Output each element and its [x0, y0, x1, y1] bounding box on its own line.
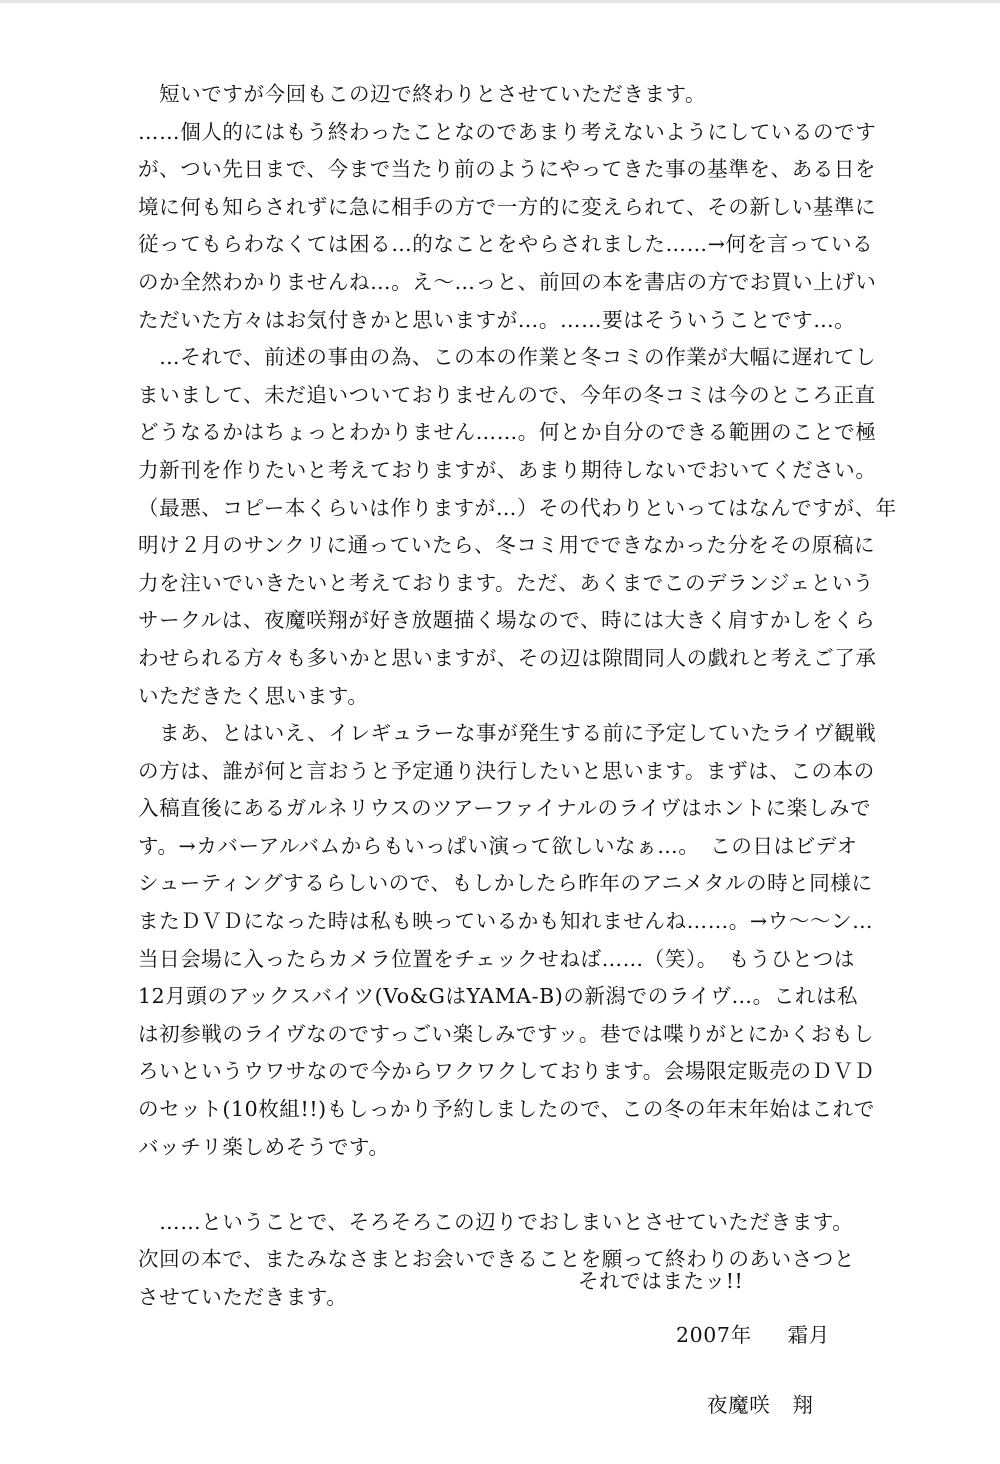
text-line: のか全然わかりませんね…。え～…っと、前回の本を書店の方でお買い上げい	[138, 269, 877, 294]
text-line: 力を注いでいきたいと考えております。ただ、あくまでこのデランジェという	[138, 570, 874, 595]
text-line: 短いですが今回もこの辺で終わりとさせていただきます。	[138, 82, 707, 106]
text-line: す。→カバーアルバムからもいっぱい演って欲しいなぁ…。 この日はビデオ	[138, 833, 858, 858]
date-month: 霜月	[787, 1323, 830, 1347]
text-line: サークルは、夜魔咲翔が好き放題描く場なので、時には大きく肩すかしをくら	[138, 608, 876, 633]
paragraph-gap	[138, 1166, 888, 1204]
text-line: 入稿直後にあるガルネリウスのツアーファイナルのライヴはホントに楽しみで	[138, 796, 872, 821]
text-line: いただきたく思います。	[138, 683, 369, 708]
author-signature	[707, 1390, 813, 1420]
text-line: の方は、誰が何と言おうと予定通り決行したいと思います。まずは、この本の	[138, 758, 875, 783]
author-family-name: 夜魔咲	[707, 1393, 771, 1417]
text-line: のセット(10枚組!!)もしっかり予約しましたので、この冬の年末年始はこれで	[138, 1097, 875, 1122]
page-top-edge	[0, 0, 1000, 3]
text-line: まいまして、未だ追いついておりませんので、今年の冬コミは今のところ正直	[138, 382, 876, 407]
text-line: ……個人的にはもう終わったことなのであまり考えないようにしているのです	[138, 119, 877, 144]
text-line: まあ、とはいえ、イレギュラーな事が発生する前に予定していたライヴ観戦	[138, 721, 877, 746]
text-line: は初参戦のライヴなのですっごい楽しみですッ。巷では喋りがとにかくおもし	[138, 1021, 875, 1046]
text-line: ただいた方々はお気付きかと思いますが…。……要はそういうことです…。	[138, 307, 856, 332]
date-line	[676, 1320, 830, 1350]
text-line: バッチリ楽しめそうです。	[138, 1134, 390, 1159]
text-line: ろいというウワサなので今からワクワクしております。会場限定販売のＤＶＤ	[138, 1059, 875, 1084]
text-line: シューティングするらしいので、もしかしたら昨年のアニメタルの時と同様に	[138, 871, 873, 896]
author-given-name: 翔	[792, 1393, 814, 1417]
text-line: が、つい先日まで、今まで当たり前のようにやってきた事の基準を、ある日を	[138, 157, 877, 182]
text-line: …それで、前述の事由の為、この本の作業と冬コミの作業が大幅に遅れてし	[138, 345, 877, 370]
text-line: またＤＶＤになった時は私も映っているかも知れませんね……。→ウ～～ン…	[138, 909, 874, 934]
signoff: それではまたッ!!	[578, 1269, 744, 1293]
text-line: 12月頭のアックスバイツ(Vo&GはYAMA-B)の新潟でのライヴ…。これは私	[138, 984, 859, 1009]
text-line: わせられる方々も多いかと思いますが、その辺は隙間同人の戯れと考えご了承	[138, 645, 877, 670]
text-line: ……ということで、そろそろこの辺りでおしまいとさせていただきます。	[138, 1209, 854, 1234]
text-line: （最悪、コピー本くらいは作りますが…）その代わりといってはなんですが、年	[138, 495, 897, 520]
text-line: 次回の本で、またみなさまとお会いできることを願って終わりのあいさつと	[138, 1247, 855, 1272]
text-line: 境に何も知らされずに急に相手の方で一方的に変えられて、その新しい基準に	[138, 194, 877, 219]
date-year: 2007年	[676, 1323, 752, 1347]
text-line: 当日会場に入ったらカメラ位置をチェックせねば……（笑）。 もうひとつは	[138, 946, 855, 971]
text-line: 従ってもらわなくては困る…的なことをやらされました……→何を言っている	[138, 232, 874, 257]
text-line: させていただきます。	[138, 1285, 348, 1309]
afterword-body	[138, 76, 897, 1317]
text-line: どうなるかはちょっとわかりません……。何とか自分のできる範囲のことで極	[138, 420, 877, 445]
text-line: 力新刊を作りたいと考えておりますが、あまり期待しないでおいてください。	[138, 457, 877, 482]
text-line: 明け２月のサンクリに通っていたら、冬コミ用でできなかった分をその原稿に	[138, 533, 876, 558]
